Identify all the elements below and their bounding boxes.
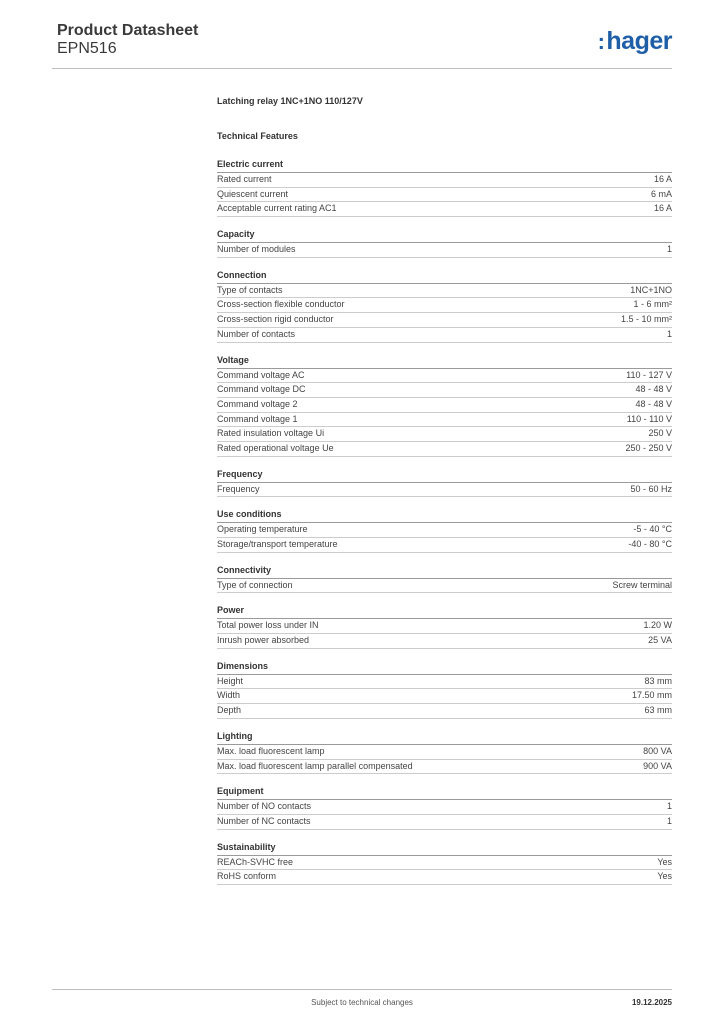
feature-label: Height — [217, 675, 244, 686]
feature-value: 17.50 mm — [631, 690, 672, 701]
feature-row — [217, 188, 672, 203]
datasheet-content — [217, 96, 672, 885]
feature-value: 16 A — [653, 174, 672, 184]
feature-value: Yes — [657, 871, 672, 882]
feature-section — [217, 565, 672, 594]
feature-value: 1 — [666, 815, 672, 826]
feature-label: Number of contacts — [217, 328, 296, 339]
feature-value: Screw terminal — [612, 579, 672, 590]
feature-row — [217, 800, 672, 815]
feature-row — [217, 369, 672, 384]
footer-divider — [52, 989, 672, 990]
feature-label: Quiescent current — [217, 188, 289, 199]
feature-row — [217, 173, 672, 188]
feature-section — [217, 842, 672, 885]
feature-value: 1 — [666, 244, 672, 255]
feature-section — [217, 731, 672, 774]
feature-label: Number of modules — [217, 244, 296, 255]
feature-label: Command voltage AC — [217, 369, 305, 380]
feature-value: -5 - 40 °C — [633, 524, 672, 535]
feature-label: Storage/transport temperature — [217, 539, 338, 549]
feature-label: Depth — [217, 705, 242, 716]
feature-label: Number of NO contacts — [217, 801, 312, 812]
section-title: Connectivity — [217, 565, 672, 579]
feature-row — [217, 202, 672, 217]
section-title: Use conditions — [217, 509, 672, 523]
feature-value: 900 VA — [643, 760, 672, 771]
feature-value: 110 - 110 V — [626, 413, 672, 424]
product-name: Latching relay 1NC+1NO 110/127V — [217, 96, 363, 106]
feature-label: Command voltage 1 — [217, 413, 298, 424]
feature-value: 16 A — [653, 203, 672, 214]
feature-row — [217, 523, 672, 538]
feature-value: 48 - 48 V — [635, 384, 672, 395]
feature-row — [217, 619, 672, 634]
feature-section — [217, 355, 672, 457]
feature-label: Max. load fluorescent lamp parallel compensated — [217, 760, 413, 771]
feature-label: Frequency — [217, 483, 260, 494]
feature-row — [217, 634, 672, 649]
feature-label: Rated insulation voltage Ui — [217, 428, 325, 439]
document-header — [57, 22, 198, 58]
feature-value: 25 VA — [648, 635, 672, 646]
feature-row — [217, 284, 672, 299]
feature-section — [217, 469, 672, 498]
feature-label: Rated current — [217, 174, 272, 184]
feature-value: 6 mA — [650, 188, 672, 199]
technical-features-title: Technical Features — [217, 131, 298, 141]
feature-value: 1 — [666, 328, 672, 339]
feature-label: Cross-section flexible conductor — [217, 299, 345, 310]
feature-section — [217, 159, 672, 217]
footer-date: 19.12.2025 — [631, 998, 672, 1007]
feature-value: 48 - 48 V — [635, 398, 672, 409]
feature-value: 50 - 60 Hz — [630, 483, 672, 494]
feature-section — [217, 509, 672, 552]
feature-label: Cross-section rigid conductor — [217, 314, 334, 325]
feature-label: Inrush power absorbed — [217, 635, 310, 646]
feature-value: 800 VA — [643, 745, 672, 756]
feature-label: Max. load fluorescent lamp — [217, 745, 325, 756]
feature-value: 63 mm — [644, 705, 672, 716]
section-title: Equipment — [217, 786, 672, 800]
feature-value: 110 - 127 V — [626, 369, 672, 380]
feature-section — [217, 786, 672, 829]
feature-label: Command voltage 2 — [217, 398, 298, 409]
feature-value: Yes — [657, 856, 672, 867]
feature-value: 250 - 250 V — [625, 442, 672, 453]
hager-logo — [598, 27, 672, 56]
feature-label: Type of contacts — [217, 284, 283, 295]
feature-label: Number of NC contacts — [217, 815, 311, 826]
feature-section — [217, 270, 672, 343]
logo-text: hager — [606, 27, 672, 55]
section-title: Power — [217, 605, 672, 619]
feature-row — [217, 689, 672, 704]
feature-label: Command voltage DC — [217, 384, 306, 395]
feature-label: RoHS conform — [217, 871, 277, 882]
feature-value: -40 - 80 °C — [628, 539, 672, 549]
feature-label: REACh-SVHC free — [217, 856, 294, 867]
feature-section — [217, 229, 672, 258]
feature-label: Operating temperature — [217, 524, 308, 535]
feature-row — [217, 383, 672, 398]
feature-row — [217, 745, 672, 760]
feature-value: 1.5 - 10 mm² — [620, 314, 672, 325]
section-title: Dimensions — [217, 661, 672, 675]
feature-row — [217, 313, 672, 328]
feature-value: 250 V — [648, 428, 672, 439]
feature-value: 1NC+1NO — [630, 284, 672, 295]
feature-sections — [217, 159, 672, 885]
feature-label: Width — [217, 690, 241, 701]
feature-row — [217, 243, 672, 258]
feature-label: Total power loss under IN — [217, 620, 319, 631]
feature-row — [217, 760, 672, 775]
product-code: EPN516 — [57, 40, 117, 57]
feature-row — [217, 398, 672, 413]
section-title: Capacity — [217, 229, 672, 243]
feature-row — [217, 675, 672, 690]
feature-row — [217, 815, 672, 830]
section-title: Lighting — [217, 731, 672, 745]
section-title: Frequency — [217, 469, 672, 483]
feature-row — [217, 298, 672, 313]
feature-label: Type of connection — [217, 579, 293, 590]
header-divider — [52, 68, 672, 69]
feature-value: 1 — [666, 801, 672, 812]
feature-row — [217, 442, 672, 457]
feature-row — [217, 856, 672, 871]
feature-row — [217, 483, 672, 498]
feature-label: Acceptable current rating AC1 — [217, 203, 337, 214]
logo-colon-icon: : — [597, 29, 605, 54]
feature-row — [217, 427, 672, 442]
section-title: Voltage — [217, 355, 672, 369]
feature-row — [217, 538, 672, 553]
feature-value: 1.20 W — [643, 620, 672, 631]
feature-row — [217, 579, 672, 594]
feature-row — [217, 704, 672, 719]
feature-row — [217, 413, 672, 428]
footer-note: Subject to technical changes — [311, 998, 413, 1007]
feature-row — [217, 870, 672, 885]
feature-value: 83 mm — [644, 675, 672, 686]
section-title: Connection — [217, 270, 672, 284]
document-title: Product Datasheet — [57, 22, 199, 39]
feature-value: 1 - 6 mm² — [633, 299, 672, 310]
section-title: Electric current — [217, 159, 672, 173]
feature-section — [217, 661, 672, 719]
feature-label: Rated operational voltage Ue — [217, 442, 334, 453]
feature-row — [217, 328, 672, 343]
feature-section — [217, 605, 672, 648]
section-title: Sustainability — [217, 842, 672, 856]
